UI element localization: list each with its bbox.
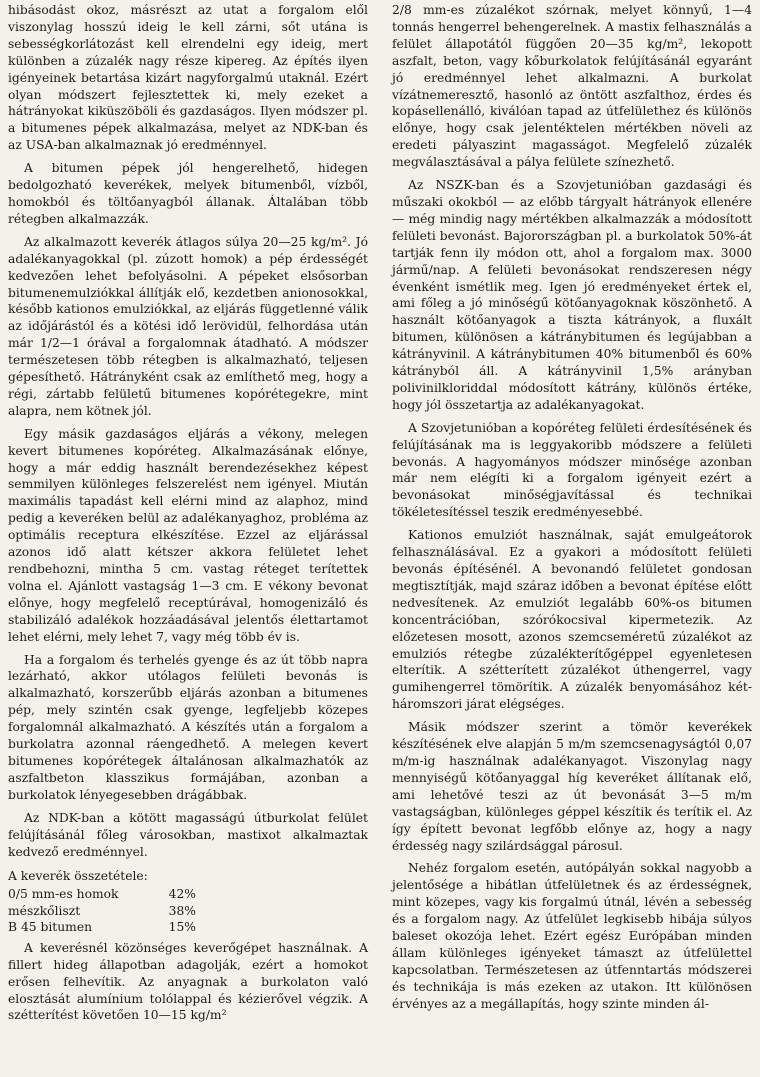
mix-percentage: 38% <box>168 903 196 918</box>
mix-percentage: 15% <box>168 920 196 935</box>
table-row <box>8 886 196 903</box>
paragraph: Az NDK-ban a kötött magasságú útburkolat felület felújításánál főleg városokban, mastixot alkalmaztak kedvező eredménnyel. <box>8 810 368 859</box>
paragraph: hibásodást okoz, másrészt az utat a forgalom elől viszonylag hosszú ideig le kell zárni, sőt utána is sebességkorlátozást kell elrendelni egy ideig, mert különben a zúzalék nagy része kipereg. Az építés ilyen igényeinek betartása kizárt nagyforgalmú utaknál. Ezért olyan módszert fejlesztettek ki, mely ezeket a hátrányokat kiküszöböli és gazdaságos. Ilyen módszer pl. a bitumenes pépek alkalmazása, melyet az NDK-ban és az USA-ban alkalmaznak jó eredménnyel. <box>8 3 368 153</box>
paragraph: Ha a forgalom és terhelés gyenge és az út több napra lezárható, akkor utólagos felületi bevonás is alkalmazható, korszerűbb eljárás azonban a bitumenes pép, mely szintén csak gyenge, legfeljebb közepes forgalomnál alkalmazható. A készítés után a forgalom a burkolatra azonnal ráengedhető. A melegen kevert bitumenes kopórétegek általánosan alkalmazhatók az aszfaltbeton klasszikus formájában, azonban a burkolatok lényegesebben drágábbak. <box>8 652 368 802</box>
paragraph: Másik módszer szerint a tömör keverékek készítésének elve alapján 5 m/m szemcsenagyságtól 0,07 m/m-ig használnak adalékanyagot. Viszonylag nagy mennyiségű kötőanyaggal híg keveréket állítanak elő, ami lehetővé teszi az út bevonását 3—5 m/m vastagságban, különleges géppel készítik és terítik el. Az így épített bevonat legfőbb előnye az, hogy a nagy érdesség nagy szilárdsággal párosul. <box>392 720 752 853</box>
paragraph: A bitumen pépek jól hengerelhető, hidegen bedolgozható keverékek, melyek bitumenből, vízből, homokból és töltőanyagból állanak. Általában több rétegben alkalmazzák. <box>8 161 368 226</box>
mix-ingredient: mészkőliszt <box>8 903 81 918</box>
table-row <box>8 903 196 920</box>
mix-composition-heading: A keverék összetétele: <box>8 869 148 884</box>
paragraph: A keverésnél közönséges keverőgépet használnak. A fillert hideg állapotban adagolják, ezért a homokot erősen felhevítik. Az anyagnak a burkolaton való elosztását alumínium tolólappal és kézierővel végzik. A szétterítést követően 10—15 kg/m² <box>8 940 368 1023</box>
paragraph: A Szovjetunióban a kopóréteg felületi érdesítésének és felújításának ma is leggyakoribb módszere a felületi bevonás. A hagyományos módszer minősége azonban már nem elégíti ki a forgalom igényeit ezért a bevonásokat minőségjavítással és technikai tökéletesítéssel teszik eredményesebbé. <box>392 420 752 520</box>
right-column <box>392 2 752 1077</box>
mix-percentage: 42% <box>168 887 196 902</box>
left-column <box>8 2 368 1077</box>
mix-composition-table <box>8 886 196 936</box>
paragraph: Az alkalmazott keverék átlagos súlya 20—25 kg/m². Jó adalékanyagokkal (pl. zúzott homok) a pép érdességét kedvezően lehet befolyásolni. A pépeket elsősorban bitumenemulziókkal állítják elő, kezdetben anionosokkal, később kationos emulziókkal, az eljárás függetlenné válik az időjárástól és a kötési idő lerövidül, felhordása után már 1/2—1 órával a forgalomnak átadható. A módszer természetesen több rétegben is alkalmazható, teljesen gépesíthető. Hátrányként csak az említhető meg, hogy a régi, zártabb felületű bitumenes kopórétegekre, mint alapra, nem kötnek jól. <box>8 234 368 418</box>
table-row <box>8 919 196 936</box>
paragraph: Az NSZK-ban és a Szovjetunióban gazdasági és műszaki okokból — az előbb tárgyalt hátrányok ellenére — még mindig nagy mértékben alkalmazzák a módosított felületi bevonást. Bajorországban pl. a burkolatok 50%-át tartják fenn ily módon ott, ahol a forgalom max. 3000 jármű/nap. A felületi bevonásokat rendszeresen négy évenként ismétlik meg. Igen jó eredményeket értek el, ami főleg a jó minőségű kötőanyagoknak köszönhető. A használt kötőanyagok a tiszta kátrányok, a fluxált bitumen, különösen a kátránybitumen és legújabban a kátrányvinil. A kátránybitumen 40% bitumenből és 60% kátrányból áll. A kátrányvinil 1,5% arányban polivinilkloriddal módosított kátrány, különös értéke, hogy jól összetartja az adalékanyagokat. <box>392 178 752 412</box>
mix-ingredient: B 45 bitumen <box>8 920 93 935</box>
paragraph: Egy másik gazdaságos eljárás a vékony, melegen kevert bitumenes kopóréteg. Alkalmazásának előnye, hogy a már eddig használt berendezésekhez képest semmilyen különleges felszerelést nem igényel. Miután maximális tapadást kell elérni mind az alaphoz, mind pedig a keveréken belül az adalékanyaghoz, probléma az optimális receptura elkészítése. Ezzel az eljárással azonos idő alatt kétszer akkora felületet lehet rendbehozni, mintha 5 cm. vastag réteget terítettek volna el. Ajánlott vastagság 1—3 cm. E vékony bevonat előnye, hogy megfelelő receptúrával, homogenizáló és stabilizáló adalékok hozzáadásával jelentős élettartamot lehet elérni, mely lehet 7, vagy még több év is. <box>8 426 368 644</box>
paragraph: Nehéz forgalom esetén, autópályán sokkal nagyobb a jelentősége a hibátlan útfelületnek és az érdességnek, mint közepes, vagy kis forgalmú útnál, lévén a sebesség és a forgalom nagy. Az útfelület legkisebb hibája súlyos baleset okozója lehet. Ezért egész Európában minden állam különleges igényeket támaszt az útfelülettel kapcsolatban. Természetesen az útfenntartás módszerei és technikája is más ezeken az utakon. Itt különösen érvényes az a megállapítás, hogy szinte minden ál- <box>392 861 752 1011</box>
paragraph: Kationos emulziót használnak, saját emulgeátorok felhasználásával. Ez a gyakori a módosított felületi bevonás építésénél. A bevonandó felületet gondosan megtisztítják, majd száraz időben a bevonat építése előtt nedvesítenek. Az emulziót legalább 60%-os bitumen koncentrációban, szórókocsival kipermetezik. Az előzetesen mosott, azonos szemcseméretű zúzalékot az emulziós rétegbe zúzalékterítőgéppel egyenletesen elterítik. A szétterített zúzalékot úthengerrel, vagy gumihengerrel tömörítik. A zúzalék benyomásához két-háromszori járat elégséges. <box>392 528 752 712</box>
mix-ingredient: 0/5 mm-es homok <box>8 887 119 902</box>
paragraph: 2/8 mm-es zúzalékot szórnak, melyet könnyű, 1—4 tonnás hengerrel behengerelnek. A mastix felhasználás a felület állapotától függően 20—35 kg/m², lekopott aszfalt, beton, vagy kőburkolatok felújításánál egyaránt jó eredménnyel lehet alkalmazni. A burkolat vízátnemeresztő, hasonló az öntött aszfalthoz, érdes és kopásellenálló, kiválóan tapad az útfelülethez és különös előnye, hogy csak jelentéktelen mértékben növeli az eredeti pályaszint magasságot. Megfelelő zúzalék megválasztásával a pálya felülete színezhető. <box>392 3 752 170</box>
